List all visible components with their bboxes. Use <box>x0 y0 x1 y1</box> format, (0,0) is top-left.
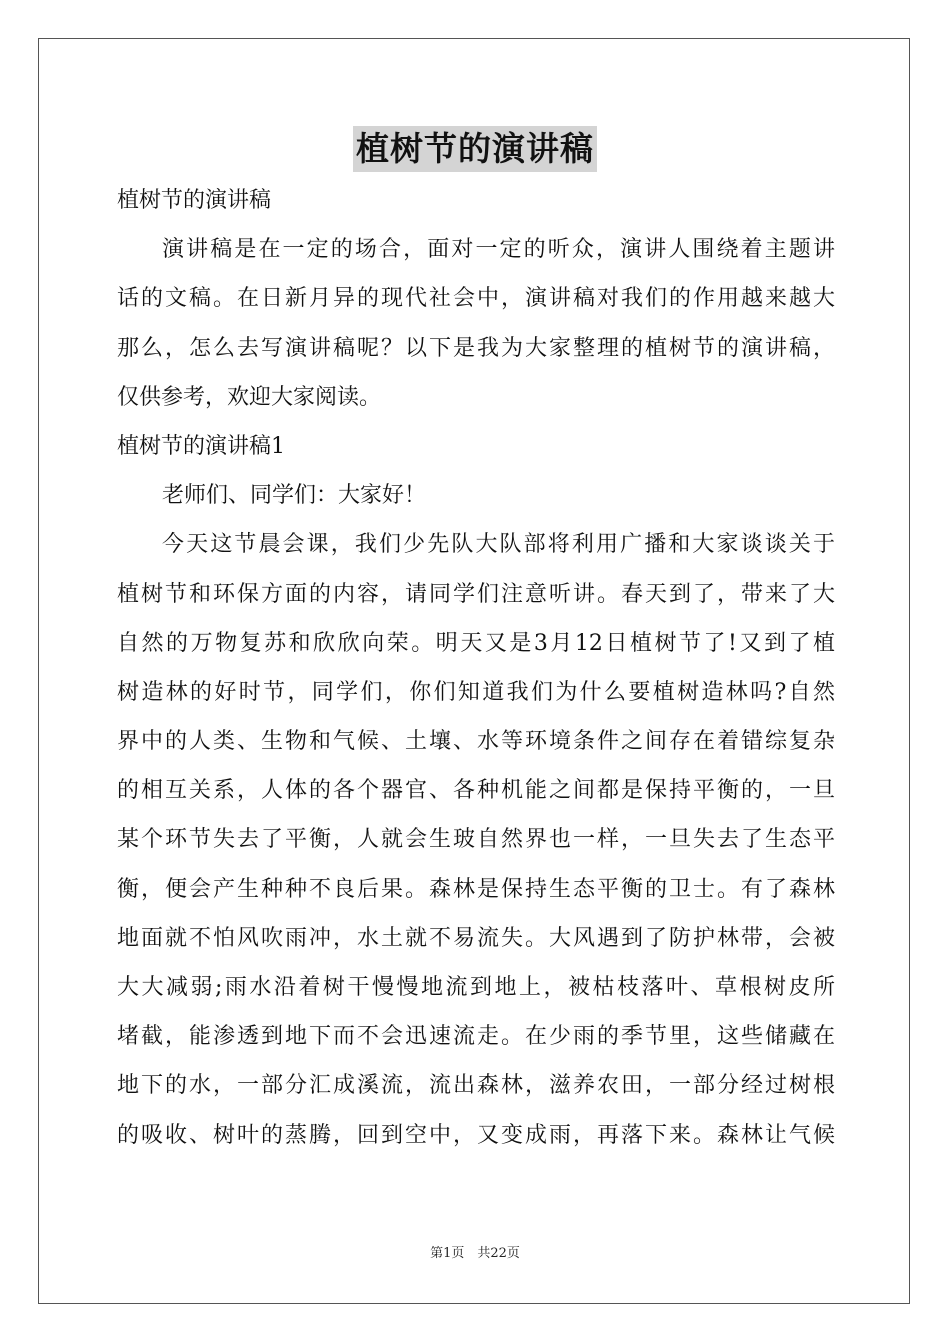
text-line: 植树节和环保方面的内容，请同学们注意听讲。春天到了，带来了大 <box>117 581 835 607</box>
text-line: 大大减弱;雨水沿着树干慢慢地流到地上，被枯枝落叶、草根树皮所 <box>117 975 835 1000</box>
text-line: 话的文稿。在日新月异的现代社会中，演讲稿对我们的作用越来越大 <box>117 286 835 312</box>
text-line: 植树节的演讲稿1 <box>117 433 285 459</box>
document-title: 植树节的演讲稿 <box>353 126 597 172</box>
text-line: 老师们、同学们：大家好！ <box>162 483 427 509</box>
text-line: 地下的水，一部分汇成溪流，流出森林，滋养农田，一部分经过树根 <box>117 1073 835 1099</box>
title-container <box>0 126 950 172</box>
text-line: 仅供参考，欢迎大家阅读。 <box>117 384 382 410</box>
document-body <box>117 176 835 1160</box>
text-line: 衡，便会产生种种不良后果。森林是保持生态平衡的卫士。有了森林 <box>117 876 835 902</box>
page-footer: 第1页 共22页 <box>430 1246 520 1261</box>
text-line: 堵截，能渗透到地下而不会迅速流走。在少雨的季节里，这些储藏在 <box>117 1024 835 1050</box>
text-line: 的吸收、树叶的蒸腾，回到空中，又变成雨，再落下来。森林让气候 <box>117 1122 835 1148</box>
text-line: 演讲稿是在一定的场合，面对一定的听众，演讲人围绕着主题讲 <box>162 237 835 263</box>
text-line: 树造林的好时节，同学们，你们知道我们为什么要植树造林吗?自然 <box>117 679 835 705</box>
text-line: 自然的万物复苏和欣欣向荣。明天又是3月12日植树节了!又到了植 <box>117 630 835 656</box>
text-line: 地面就不怕风吹雨冲，水土就不易流失。大风遇到了防护林带，会被 <box>117 925 835 951</box>
text-line: 植树节的演讲稿 <box>117 188 272 213</box>
text-line: 的相互关系，人体的各个器官、各种机能之间都是保持平衡的，一旦 <box>117 778 835 804</box>
text-line: 某个环节失去了平衡，人就会生玻自然界也一样，一旦失去了生态平 <box>117 827 835 853</box>
text-line: 那么，怎么去写演讲稿呢？以下是我为大家整理的植树节的演讲稿， <box>117 335 835 361</box>
text-line: 今天这节晨会课，我们少先队大队部将利用广播和大家谈谈关于 <box>162 532 835 558</box>
text-line: 界中的人类、生物和气候、土壤、水等环境条件之间存在着错综复杂 <box>117 729 835 755</box>
